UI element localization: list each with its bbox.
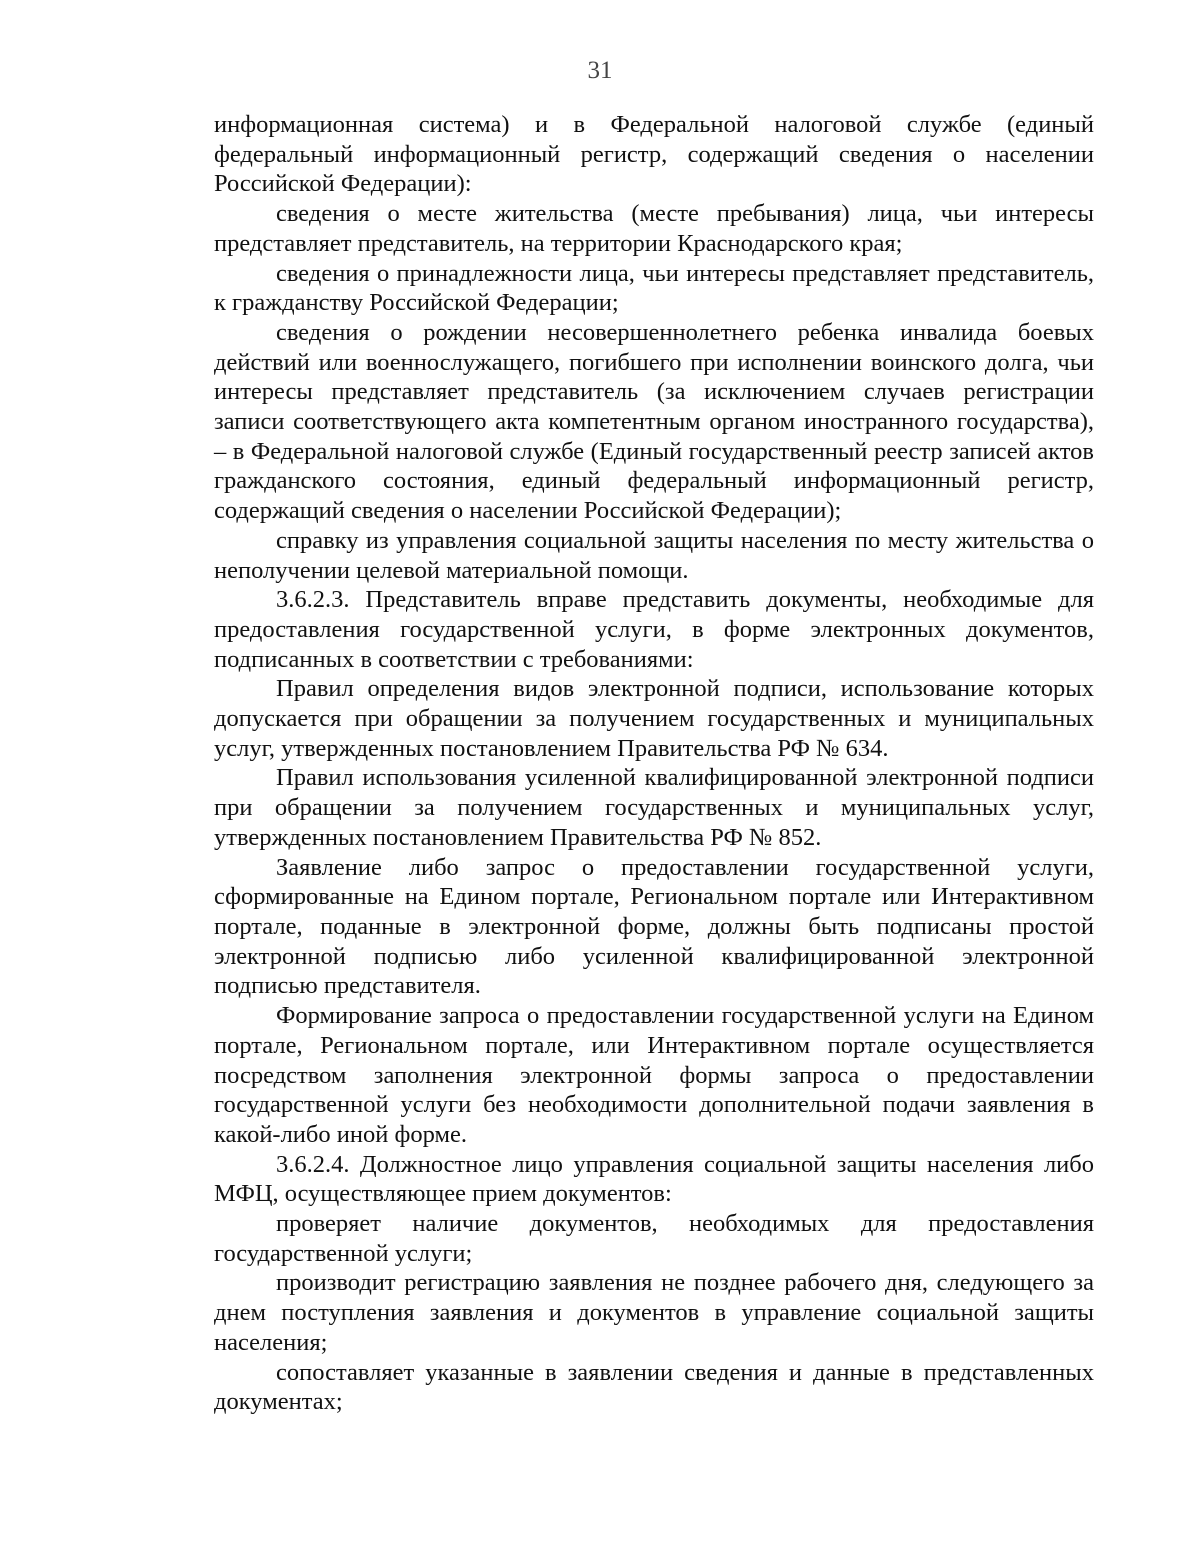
document-body	[214, 110, 1094, 1417]
paragraph-request-forming: Формирование запроса о предоставлении государственной услуги на Едином портале, Региональном портале, или Интерактивном портале осуществляется посредством заполнения электронной формы запроса о предоставлении государственной услуги без необходимости дополнительной подачи заявления в какой-либо иной форме.	[214, 1002, 1094, 1148]
paragraph-checks-documents: проверяет наличие документов, необходимых для предоставления государственной услуги;	[214, 1210, 1094, 1267]
paragraph-section-3-6-2-3: 3.6.2.3. Представитель вправе представить документы, необходимые для предоставления государственной услуги, в форме электронных документов, подписанных в соответствии с требованиями:	[214, 586, 1094, 673]
paragraph-residence-info: сведения о месте жительства (месте пребывания) лица, чьи интересы представляет представитель, на территории Краснодарского края;	[214, 200, 1094, 257]
paragraph-application-signing: Заявление либо запрос о предоставлении государственной услуги, сформированные на Едином портале, Региональном портале или Интерактивном портале, поданные в электронной форме, должны быть подписаны простой электронной подписью либо усиленной квалифицированной электронной подписью представителя.	[214, 853, 1094, 1000]
paragraph-intro-continuation: информационная система) и в Федеральной налоговой службе (единый федеральный информационный регистр, содержащий сведения о населении Российской Федерации):	[214, 111, 1094, 198]
page-number: 31	[587, 57, 613, 84]
paragraph-birth-info: сведения о рождении несовершеннолетнего ребенка инвалида боевых действий или военнослужащего, погибшего при исполнении воинского долга, чьи интересы представляет представитель (за исключением случаев регистрации записи соответствующего акта компетентным органом иностранного государства), – в Федеральной налоговой службе (Единый государственный реестр записей актов гражданского состояния, единый федеральный информационный регистр, содержащий сведения о населении Российской Федерации);	[214, 318, 1094, 525]
paragraph-citizenship-info: сведения о принадлежности лица, чьи интересы представляет представитель, к гражданству Российской Федерации;	[214, 259, 1094, 317]
paragraph-comparison: сопоставляет указанные в заявлении сведения и данные в представленных документах;	[214, 1358, 1094, 1416]
paragraph-section-3-6-2-4: 3.6.2.4. Должностное лицо управления социальной защиты населения либо МФЦ, осуществляющее прием документов:	[214, 1150, 1094, 1208]
paragraph-rules-634: Правил определения видов электронной подписи, использование которых допускается при обращении за получением государственных и муниципальных услуг, утвержденных постановлением Правительства РФ № 634.	[214, 675, 1094, 762]
paragraph-rules-852: Правил использования усиленной квалифицированной электронной подписи при обращении за получением государственных и муниципальных услуг, утвержденных постановлением Правительства РФ № 852.	[214, 764, 1094, 851]
paragraph-certificate: справку из управления социальной защиты населения по месту жительства о неполучении целевой материальной помощи.	[214, 526, 1094, 584]
paragraph-registration: производит регистрацию заявления не позднее рабочего дня, следующего за днем поступления заявления и документов в управление социальной защиты населения;	[214, 1269, 1094, 1356]
